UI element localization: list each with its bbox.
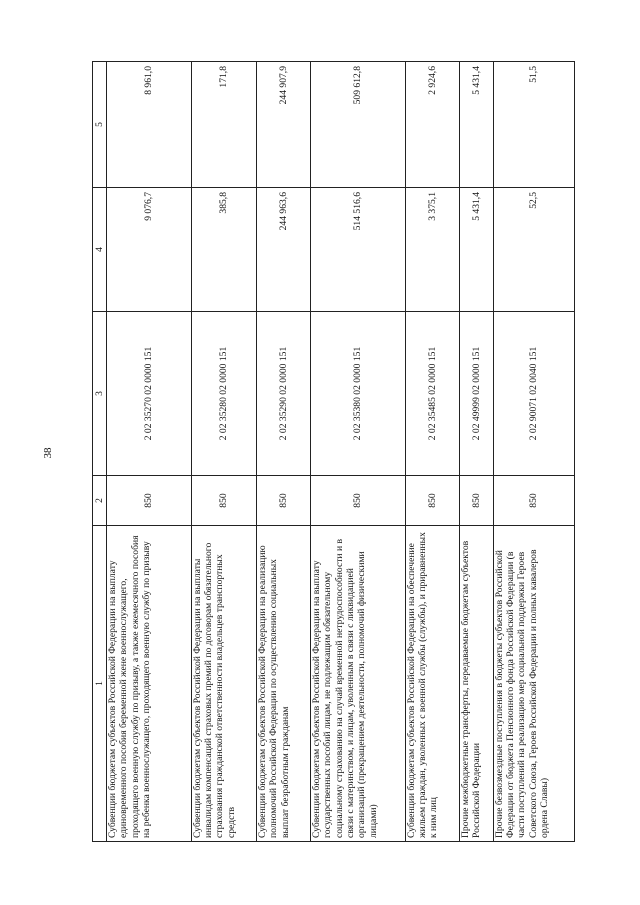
row-col5-value: 5 431,4 [459, 62, 493, 188]
budget-table [92, 61, 575, 842]
row-admin-code: 850 [311, 476, 406, 526]
row-name: Субвенции бюджетам субъектов Российской Федерации на выплаты инвалидам компенсаций страховых премий по договорам обязательного страхования гражданской ответственности владельцев транспортных средств [191, 526, 256, 842]
row-budget-code: 2 02 35270 02 0000 151 [107, 312, 192, 476]
header-cell: 4 [93, 188, 107, 312]
row-admin-code: 850 [191, 476, 256, 526]
row-col5-value: 51,5 [493, 62, 574, 188]
row-admin-code: 850 [107, 476, 192, 526]
row-admin-code: 850 [256, 476, 310, 526]
page-number: 38 [42, 447, 54, 459]
row-admin-code: 850 [493, 476, 574, 526]
row-admin-code: 850 [405, 476, 459, 526]
row-col4-value: 244 963,6 [256, 188, 310, 312]
row-col5-value: 8 961,0 [107, 62, 192, 188]
row-col4-value: 514 516,6 [311, 188, 406, 312]
row-budget-code: 2 02 35485 02 0000 151 [405, 312, 459, 476]
row-name: Субвенции бюджетам субъектов Российской Федерации на реализацию полномочий Российской Федерации по осуществлению социальных выплат безработным гражданам [256, 526, 310, 842]
row-budget-code: 2 02 35380 02 0000 151 [311, 312, 406, 476]
row-col5-value: 171,8 [191, 62, 256, 188]
header-row [93, 62, 107, 842]
table-row [405, 62, 459, 842]
row-admin-code: 850 [459, 476, 493, 526]
header-cell: 3 [93, 312, 107, 476]
row-col4-value: 52,5 [493, 188, 574, 312]
row-col4-value: 9 076,7 [107, 188, 192, 312]
row-name: Прочие безвозмездные поступления в бюджеты субъектов Российской Федерации от бюджета Пенсионного фонда Российской Федерации (в части поступлений на реализацию мер социальной поддержки Героев Советского Союза, Героев Российской Федерации и полных кавалеров ордена Славы) [493, 526, 574, 842]
header-cell: 5 [93, 62, 107, 188]
row-name: Субвенции бюджетам субъектов Российской Федерации на выплату единовременного пособия беременной жене военнослужащего, проходящего военную службу по призыву, а также ежемесячного пособия на ребенка военнослужащего, проходящего военную службу по призыву [107, 526, 192, 842]
row-budget-code: 2 02 35290 02 0000 151 [256, 312, 310, 476]
table-row [256, 62, 310, 842]
rotated-table-container [92, 62, 575, 842]
row-budget-code: 2 02 35280 02 0000 151 [191, 312, 256, 476]
header-cell: 2 [93, 476, 107, 526]
row-col4-value: 5 431,4 [459, 188, 493, 312]
table-row [311, 62, 406, 842]
header-cell: 1 [93, 526, 107, 842]
row-col4-value: 385,8 [191, 188, 256, 312]
table-row [107, 62, 192, 842]
table-row [493, 62, 574, 842]
row-col5-value: 244 907,9 [256, 62, 310, 188]
row-col5-value: 2 924,6 [405, 62, 459, 188]
table-row [459, 62, 493, 842]
row-name: Субвенции бюджетам субъектов Российской Федерации на обеспечение жильем граждан, уволенных с военной службы (службы), и приравненных к ним лиц [405, 526, 459, 842]
row-col5-value: 509 612,8 [311, 62, 406, 188]
row-name: Прочие межбюджетные трансферты, передаваемые бюджетам субъектов Российской Федерации [459, 526, 493, 842]
row-budget-code: 2 02 49999 02 0000 151 [459, 312, 493, 476]
row-col4-value: 3 375,1 [405, 188, 459, 312]
table-row [191, 62, 256, 842]
row-budget-code: 2 02 90071 02 0040 151 [493, 312, 574, 476]
row-name: Субвенции бюджетам субъектов Российской Федерации на выплату государственных пособий лицам, не подлежащим обязательному социальному страхованию на случай временной нетрудоспособности и в связи с материнством, и лицам, уволенным в связи с ликвидацией организаций (прекращением деятельности, полномочий физическими лицами) [311, 526, 406, 842]
